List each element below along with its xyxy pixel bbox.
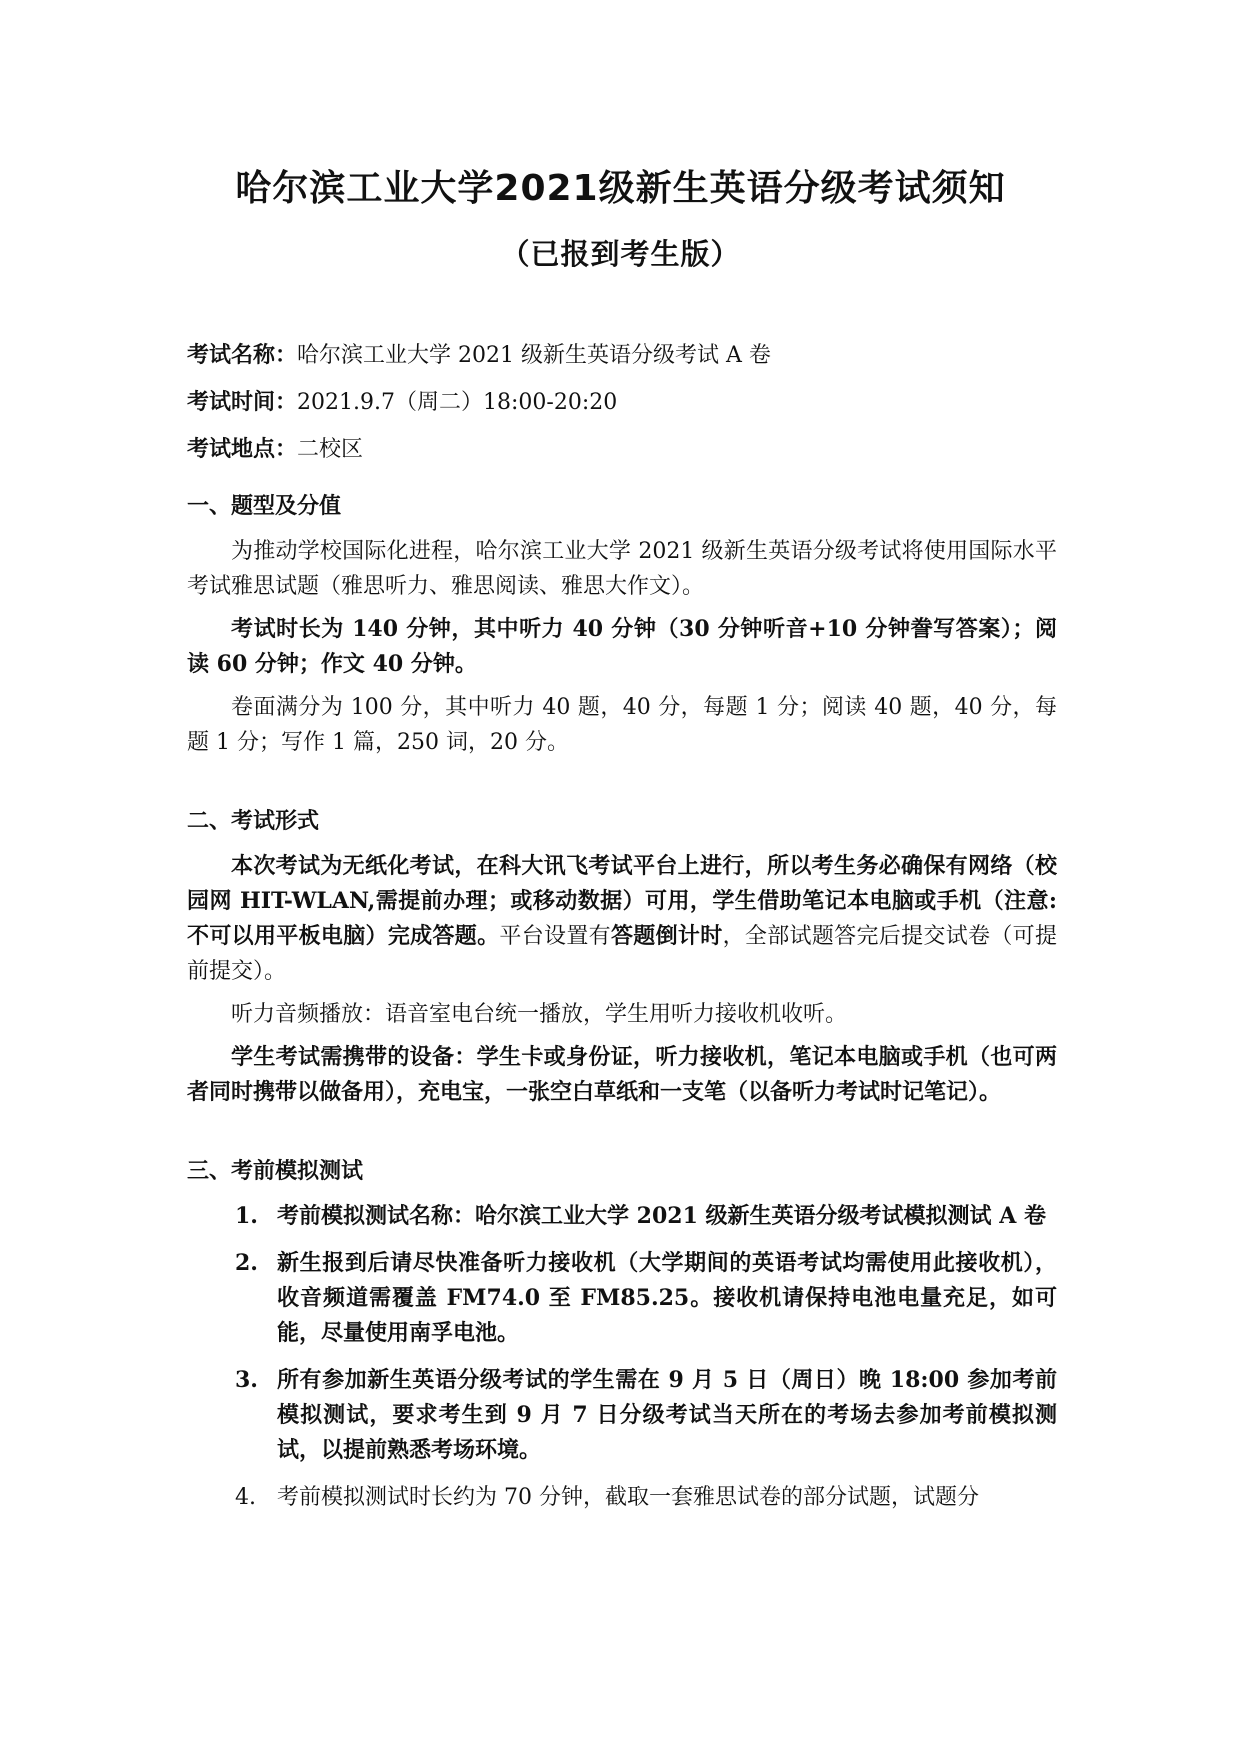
meta-value: 哈尔滨工业大学 2021 级新生英语分级考试 A 卷 xyxy=(297,343,771,368)
paragraph-bold: 学生考试需携带的设备：学生卡或身份证，听力接收机，笔记本电脑或手机（也可两者同时携带以做备用），充电宝，一张空白草纸和一支笔（以备听力考试时记笔记）。 xyxy=(187,1044,1057,1105)
list-item xyxy=(235,1480,1057,1515)
page-title: 哈尔滨工业大学2021级新生英语分级考试须知 xyxy=(235,168,1006,209)
list-item xyxy=(235,1199,1057,1234)
list-number: 4. xyxy=(235,1485,256,1510)
bold-text: 本次考试为无纸化考试，在科大讯飞考试平台上进行，所以考生务必确保有网络（校园网 HIT-WLAN,需提前办理；或移动数据）可用，学生借助笔记本电脑或手机（注意: 不可以用平板电脑）完成答题。 xyxy=(187,853,1057,949)
meta-value: 二校区 xyxy=(297,437,364,462)
meta-label: 考试名称： xyxy=(187,342,298,368)
exam-time-line xyxy=(187,385,1057,420)
list-number: 1. xyxy=(235,1203,258,1229)
exam-name-line xyxy=(187,338,1057,373)
exam-location-line xyxy=(187,432,1057,467)
numbered-list xyxy=(187,1199,1057,1515)
document-body xyxy=(187,338,1057,1527)
page-subtitle: （已报到考生版） xyxy=(500,237,741,271)
paragraph xyxy=(187,849,1057,989)
section-heading-2: 二、考试形式 xyxy=(187,808,320,834)
meta-label: 考试地点： xyxy=(187,436,298,462)
paragraph: 为推动学校国际化进程，哈尔滨工业大学 2021 级新生英语分级考试将使用国际水平考试雅思试题（雅思听力、雅思阅读、雅思大作文）。 xyxy=(187,539,1057,599)
section-heading-1: 一、题型及分值 xyxy=(187,493,342,519)
section-heading-3: 三、考前模拟测试 xyxy=(187,1158,364,1184)
list-text: 考前模拟测试名称：哈尔滨工业大学 2021 级新生英语分级考试模拟测试 A 卷 xyxy=(277,1203,1046,1229)
list-number: 2. xyxy=(235,1250,258,1276)
bold-text: 答题倒计时 xyxy=(610,923,723,949)
text: 平台设置有 xyxy=(499,924,611,949)
meta-value: 2021.9.7（周二）18:00-20:20 xyxy=(297,390,618,415)
paragraph: 听力音频播放：语音室电台统一播放，学生用听力接收机收听。 xyxy=(231,1002,848,1027)
list-item xyxy=(235,1246,1057,1351)
list-number: 3. xyxy=(235,1367,258,1393)
meta-label: 考试时间： xyxy=(187,389,298,415)
paragraph: 卷面满分为 100 分，其中听力 40 题，40 分，每题 1 分；阅读 40 题，40 分，每题 1 分；写作 1 篇，250 词，20 分。 xyxy=(187,695,1057,755)
text: ，全部试题答完后提交试卷（可提前提交）。 xyxy=(187,924,1057,984)
list-item xyxy=(235,1363,1057,1468)
paragraph-bold: 考试时长为 140 分钟，其中听力 40 分钟（30 分钟听音+10 分钟誊写答案）；阅读 60 分钟；作文 40 分钟。 xyxy=(187,616,1057,677)
list-text: 所有参加新生英语分级考试的学生需在 9 月 5 日（周日）晚 18:00 参加考前模拟测试，要求考生到 9 月 7 日分级考试当天所在的考场去参加考前模拟测试，以提前熟悉考场环境。 xyxy=(277,1367,1057,1463)
list-text: 考前模拟测试时长约为 70 分钟，截取一套雅思试卷的部分试题，试题分 xyxy=(277,1485,979,1510)
list-text: 新生报到后请尽快准备听力接收机（大学期间的英语考试均需使用此接收机），收音频道需覆盖 FM74.0 至 FM85.25。接收机请保持电池电量充足，如可能，尽量使用南孚电池。 xyxy=(277,1250,1057,1346)
